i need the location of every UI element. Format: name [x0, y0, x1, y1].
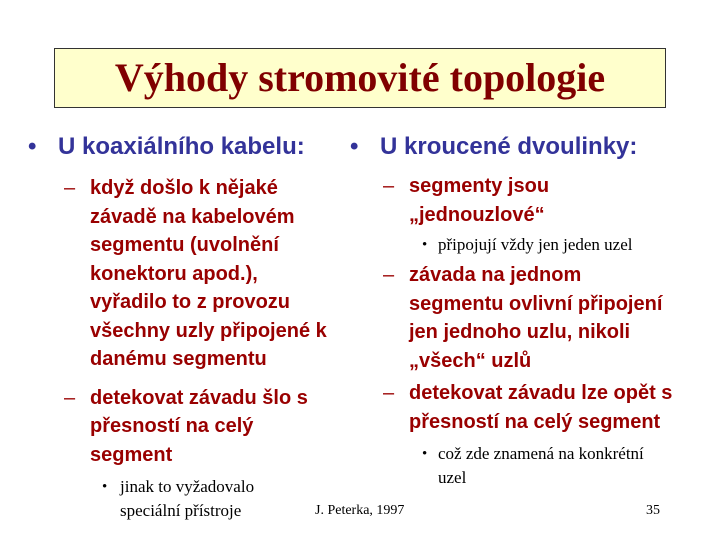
slide-title: Výhody stromovité topologie: [114, 55, 606, 100]
right-item-3-sub-line: což zde znamená na konkrétní: [438, 444, 644, 463]
left-item-1-line: závadě na kabelovém: [90, 205, 295, 228]
bullet-icon: •: [350, 133, 359, 160]
dash-icon: –: [64, 386, 76, 409]
left-item-1-line: segmentu (uvolnění: [90, 234, 279, 256]
left-item-2-sub: [28, 475, 358, 523]
right-heading: [350, 130, 700, 164]
left-heading: [28, 130, 358, 164]
left-item-1-line: když došlo k nějaké: [90, 177, 278, 199]
right-item-3: [350, 379, 700, 436]
left-heading-text: U koaxiálního kabelu:: [58, 133, 305, 160]
footer-author: J. Peterka, 1997: [315, 503, 405, 518]
page-number: 35: [646, 503, 660, 518]
dash-icon: –: [64, 177, 76, 199]
right-item-2: [350, 261, 700, 375]
left-item-2-line: segment: [90, 443, 173, 466]
left-item-2-sub-line: jinak to vyžadovalo: [120, 477, 255, 496]
right-item-2-line: segmentu ovlivní připojení: [409, 292, 663, 315]
title-box: [54, 48, 666, 108]
left-item-2-line: detekovat závadu šlo s: [90, 386, 308, 409]
dash-icon: –: [383, 175, 395, 197]
right-item-1-sub-line: připojují vždy jen jeden uzel: [438, 235, 633, 254]
left-item-1-line: všechny uzly připojené k: [90, 319, 327, 342]
right-item-2-line: závada na jednom: [409, 264, 582, 286]
small-bullet-icon: •: [422, 237, 428, 253]
left-item-2: [28, 384, 358, 470]
bullet-icon: •: [28, 133, 37, 160]
left-column: [28, 130, 358, 523]
left-item-1: [28, 174, 358, 374]
right-item-2-line: „všech“ uzlů: [409, 349, 532, 372]
right-heading-text: U kroucené dvoulinky:: [380, 133, 638, 160]
right-item-3-line: detekovat závadu lze opět s: [409, 382, 673, 404]
right-item-1: [350, 172, 700, 229]
small-bullet-icon: •: [422, 446, 428, 462]
left-item-1-line: konektoru apod.),: [90, 262, 258, 285]
left-item-1-line: vyřadilo to z provozu: [90, 291, 291, 313]
left-item-1-line: danému segmentu: [90, 348, 267, 370]
right-item-1-line: segmenty jsou: [409, 175, 550, 197]
right-item-2-line: jen jednoho uzlu, nikoli: [409, 321, 631, 343]
small-bullet-icon: •: [102, 479, 108, 495]
left-item-2-line: přesností na celý: [90, 415, 254, 437]
right-item-3-sub-line: uzel: [438, 468, 467, 487]
dash-icon: –: [383, 264, 395, 286]
dash-icon: –: [383, 382, 395, 404]
right-item-1-line: „jednouzlové“: [409, 203, 545, 226]
right-item-3-sub: [350, 442, 700, 490]
left-item-2-sub-line: speciální přístroje: [120, 501, 242, 520]
right-item-3-line: přesností na celý segment: [409, 410, 661, 433]
right-column: [350, 130, 700, 494]
right-item-1-sub: [350, 233, 700, 257]
